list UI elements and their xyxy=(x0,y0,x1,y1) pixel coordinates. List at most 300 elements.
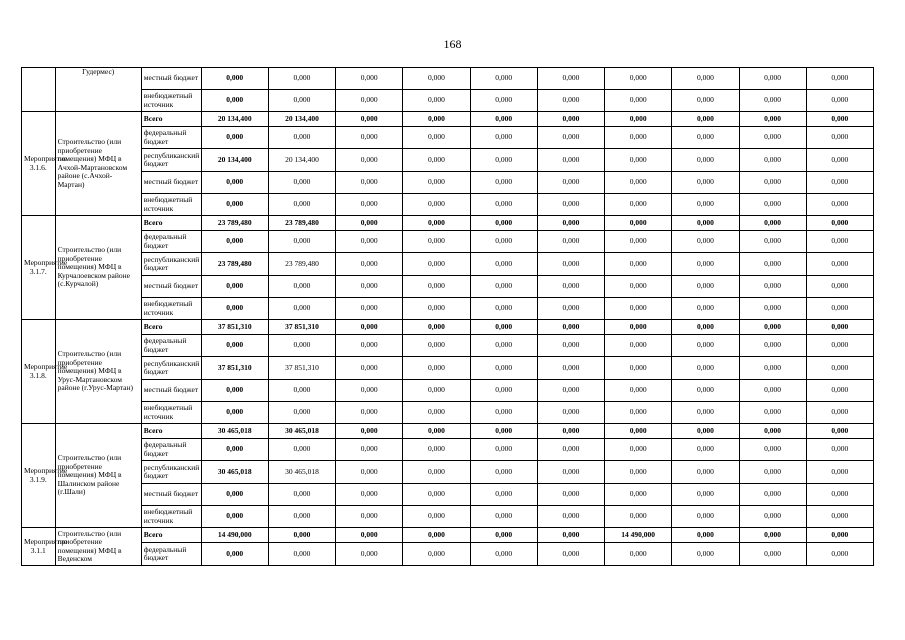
value-cell: 0,000 xyxy=(605,298,672,320)
table-row xyxy=(22,528,874,543)
value-cell: 0,000 xyxy=(403,439,470,461)
value-cell: 0,000 xyxy=(806,149,873,172)
value-cell: 0,000 xyxy=(672,506,739,528)
table-row xyxy=(22,112,874,127)
value-cell: 0,000 xyxy=(336,357,403,380)
value-cell: 0,000 xyxy=(403,320,470,335)
value-cell: 0,000 xyxy=(403,194,470,216)
value-cell: 0,000 xyxy=(268,380,335,402)
value-cell: 23 789,480 xyxy=(268,253,335,276)
value-cell: 0,000 xyxy=(537,231,604,253)
table-row xyxy=(22,335,874,357)
value-cell: 0,000 xyxy=(739,276,806,298)
source-cell: внебюджетный источник xyxy=(141,402,201,424)
value-cell: 0,000 xyxy=(201,506,268,528)
value-cell: 0,000 xyxy=(672,461,739,484)
value-cell: 0,000 xyxy=(470,90,537,112)
value-cell: 0,000 xyxy=(672,543,739,566)
value-cell: 0,000 xyxy=(336,276,403,298)
value-cell: 0,000 xyxy=(470,357,537,380)
table-row xyxy=(22,276,874,298)
value-cell: 0,000 xyxy=(739,439,806,461)
table-row xyxy=(22,461,874,484)
value-cell: 0,000 xyxy=(201,90,268,112)
value-cell: 0,000 xyxy=(806,253,873,276)
value-cell: 0,000 xyxy=(336,543,403,566)
value-cell: 0,000 xyxy=(336,335,403,357)
value-cell: 0,000 xyxy=(268,335,335,357)
value-cell: 0,000 xyxy=(605,216,672,231)
value-cell: 0,000 xyxy=(672,439,739,461)
value-cell: 0,000 xyxy=(672,253,739,276)
value-cell: 0,000 xyxy=(605,194,672,216)
value-cell: 0,000 xyxy=(739,253,806,276)
value-cell: 0,000 xyxy=(336,528,403,543)
value-cell: 0,000 xyxy=(605,253,672,276)
value-cell: 0,000 xyxy=(268,231,335,253)
value-cell: 0,000 xyxy=(672,402,739,424)
value-cell: 0,000 xyxy=(537,68,604,90)
value-cell: 0,000 xyxy=(201,276,268,298)
value-cell: 0,000 xyxy=(537,528,604,543)
value-cell: 0,000 xyxy=(672,68,739,90)
value-cell: 0,000 xyxy=(739,320,806,335)
value-cell: 0,000 xyxy=(806,439,873,461)
table-row xyxy=(22,543,874,566)
value-cell: 0,000 xyxy=(201,335,268,357)
value-cell: 0,000 xyxy=(336,298,403,320)
value-cell: 0,000 xyxy=(537,253,604,276)
value-cell: 0,000 xyxy=(201,484,268,506)
source-cell: Всего xyxy=(141,216,201,231)
value-cell: 0,000 xyxy=(672,149,739,172)
source-cell: Всего xyxy=(141,320,201,335)
value-cell: 0,000 xyxy=(739,424,806,439)
value-cell: 30 465,018 xyxy=(268,424,335,439)
value-cell: 0,000 xyxy=(268,68,335,90)
value-cell: 0,000 xyxy=(403,402,470,424)
value-cell: 14 490,000 xyxy=(605,528,672,543)
value-cell: 0,000 xyxy=(739,543,806,566)
table-row xyxy=(22,439,874,461)
value-cell: 0,000 xyxy=(336,216,403,231)
value-cell: 0,000 xyxy=(605,127,672,149)
value-cell: 0,000 xyxy=(672,90,739,112)
value-cell: 0,000 xyxy=(537,90,604,112)
source-cell: местный бюджет xyxy=(141,380,201,402)
source-cell: внебюджетный источник xyxy=(141,194,201,216)
value-cell: 0,000 xyxy=(672,112,739,127)
value-cell: 0,000 xyxy=(806,90,873,112)
measure-code-cell xyxy=(22,68,56,112)
table-row xyxy=(22,484,874,506)
source-cell: местный бюджет xyxy=(141,68,201,90)
value-cell: 0,000 xyxy=(605,461,672,484)
value-cell: 0,000 xyxy=(672,320,739,335)
value-cell: 0,000 xyxy=(470,298,537,320)
source-cell: Всего xyxy=(141,112,201,127)
value-cell: 0,000 xyxy=(739,461,806,484)
value-cell: 0,000 xyxy=(470,528,537,543)
value-cell: 0,000 xyxy=(605,112,672,127)
value-cell: 0,000 xyxy=(537,320,604,335)
table-row xyxy=(22,298,874,320)
value-cell: 0,000 xyxy=(806,357,873,380)
value-cell: 0,000 xyxy=(470,506,537,528)
value-cell: 0,000 xyxy=(806,320,873,335)
value-cell: 37 851,310 xyxy=(201,320,268,335)
value-cell: 0,000 xyxy=(806,68,873,90)
value-cell: 0,000 xyxy=(537,506,604,528)
value-cell: 0,000 xyxy=(201,127,268,149)
value-cell: 0,000 xyxy=(403,172,470,194)
value-cell: 0,000 xyxy=(537,439,604,461)
value-cell: 0,000 xyxy=(806,380,873,402)
value-cell: 0,000 xyxy=(739,68,806,90)
value-cell: 0,000 xyxy=(336,320,403,335)
value-cell: 0,000 xyxy=(806,231,873,253)
value-cell: 30 465,018 xyxy=(201,461,268,484)
source-cell: федеральный бюджет xyxy=(141,439,201,461)
value-cell: 0,000 xyxy=(739,90,806,112)
value-cell: 0,000 xyxy=(470,424,537,439)
value-cell: 0,000 xyxy=(268,127,335,149)
source-cell: республиканский бюджет xyxy=(141,253,201,276)
object-cell: Строительство (или приобретение помещения) МФЦ в Шалинском районе (г.Шали) xyxy=(55,424,141,528)
value-cell: 0,000 xyxy=(403,506,470,528)
source-cell: местный бюджет xyxy=(141,484,201,506)
table-row xyxy=(22,172,874,194)
value-cell: 0,000 xyxy=(672,528,739,543)
value-cell: 0,000 xyxy=(470,253,537,276)
value-cell: 0,000 xyxy=(537,127,604,149)
value-cell: 0,000 xyxy=(403,149,470,172)
value-cell: 0,000 xyxy=(537,380,604,402)
value-cell: 0,000 xyxy=(336,484,403,506)
source-cell: внебюджетный источник xyxy=(141,90,201,112)
value-cell: 0,000 xyxy=(403,424,470,439)
budget-table xyxy=(21,67,874,566)
value-cell: 0,000 xyxy=(403,335,470,357)
value-cell: 0,000 xyxy=(268,528,335,543)
source-cell: Всего xyxy=(141,528,201,543)
value-cell: 0,000 xyxy=(201,380,268,402)
value-cell: 0,000 xyxy=(403,112,470,127)
value-cell: 0,000 xyxy=(739,172,806,194)
value-cell: 0,000 xyxy=(605,380,672,402)
value-cell: 0,000 xyxy=(672,335,739,357)
value-cell: 0,000 xyxy=(336,506,403,528)
table-row xyxy=(22,424,874,439)
value-cell: 0,000 xyxy=(806,335,873,357)
value-cell: 0,000 xyxy=(201,231,268,253)
value-cell: 0,000 xyxy=(739,231,806,253)
value-cell: 0,000 xyxy=(537,357,604,380)
value-cell: 0,000 xyxy=(336,194,403,216)
table-row xyxy=(22,380,874,402)
value-cell: 0,000 xyxy=(336,127,403,149)
object-cell: Строительство (или приобретение помещения) МФЦ в Курчалоевском районе (с.Курчалой) xyxy=(55,216,141,320)
value-cell: 0,000 xyxy=(470,402,537,424)
value-cell: 0,000 xyxy=(739,484,806,506)
table-row xyxy=(22,90,874,112)
table-row xyxy=(22,149,874,172)
value-cell: 0,000 xyxy=(605,543,672,566)
value-cell: 0,000 xyxy=(201,68,268,90)
value-cell: 0,000 xyxy=(268,298,335,320)
value-cell: 0,000 xyxy=(470,320,537,335)
value-cell: 0,000 xyxy=(672,357,739,380)
source-cell: республиканский бюджет xyxy=(141,149,201,172)
value-cell: 20 134,400 xyxy=(268,149,335,172)
value-cell: 0,000 xyxy=(672,172,739,194)
value-cell: 0,000 xyxy=(268,90,335,112)
value-cell: 20 134,400 xyxy=(201,149,268,172)
value-cell: 0,000 xyxy=(268,194,335,216)
source-cell: федеральный бюджет xyxy=(141,231,201,253)
value-cell: 0,000 xyxy=(268,506,335,528)
value-cell: 0,000 xyxy=(268,439,335,461)
value-cell: 0,000 xyxy=(739,194,806,216)
table-row xyxy=(22,194,874,216)
value-cell: 0,000 xyxy=(336,112,403,127)
value-cell: 23 789,480 xyxy=(201,253,268,276)
value-cell: 37 851,310 xyxy=(268,357,335,380)
value-cell: 0,000 xyxy=(605,439,672,461)
value-cell: 0,000 xyxy=(470,484,537,506)
value-cell: 0,000 xyxy=(403,298,470,320)
value-cell: 0,000 xyxy=(537,424,604,439)
object-cell: Строительство (или приобретение помещения) МФЦ в Урус-Мартановском районе (г.Урус-Мартан) xyxy=(55,320,141,424)
value-cell: 0,000 xyxy=(403,90,470,112)
value-cell: 0,000 xyxy=(470,380,537,402)
page-number: 168 xyxy=(443,37,462,51)
value-cell: 0,000 xyxy=(806,543,873,566)
value-cell: 0,000 xyxy=(470,194,537,216)
value-cell: 0,000 xyxy=(672,194,739,216)
value-cell: 0,000 xyxy=(201,194,268,216)
value-cell: 30 465,018 xyxy=(201,424,268,439)
value-cell: 0,000 xyxy=(470,172,537,194)
table-row xyxy=(22,231,874,253)
value-cell: 0,000 xyxy=(806,172,873,194)
value-cell: 0,000 xyxy=(739,335,806,357)
value-cell: 0,000 xyxy=(336,380,403,402)
value-cell: 0,000 xyxy=(806,127,873,149)
source-cell: Всего xyxy=(141,424,201,439)
value-cell: 0,000 xyxy=(403,528,470,543)
table-row xyxy=(22,402,874,424)
value-cell: 0,000 xyxy=(403,216,470,231)
value-cell: 20 134,400 xyxy=(201,112,268,127)
value-cell: 0,000 xyxy=(268,484,335,506)
value-cell: 0,000 xyxy=(201,172,268,194)
value-cell: 37 851,310 xyxy=(201,357,268,380)
value-cell: 0,000 xyxy=(336,439,403,461)
value-cell: 0,000 xyxy=(605,90,672,112)
value-cell: 0,000 xyxy=(537,276,604,298)
value-cell: 14 490,000 xyxy=(201,528,268,543)
value-cell: 0,000 xyxy=(537,543,604,566)
value-cell: 0,000 xyxy=(403,253,470,276)
value-cell: 0,000 xyxy=(403,380,470,402)
value-cell: 0,000 xyxy=(806,298,873,320)
value-cell: 23 789,480 xyxy=(201,216,268,231)
value-cell: 0,000 xyxy=(605,276,672,298)
value-cell: 0,000 xyxy=(403,543,470,566)
value-cell: 0,000 xyxy=(537,484,604,506)
source-cell: федеральный бюджет xyxy=(141,543,201,566)
measure-code-cell: Мероприятие 3.1.9. xyxy=(22,424,56,528)
value-cell: 0,000 xyxy=(336,461,403,484)
table-row xyxy=(22,127,874,149)
object-cell: Строительство (или приобретение помещения) МФЦ в Веденском xyxy=(55,528,141,566)
value-cell: 0,000 xyxy=(605,231,672,253)
source-cell: федеральный бюджет xyxy=(141,127,201,149)
value-cell: 0,000 xyxy=(537,149,604,172)
value-cell: 0,000 xyxy=(403,231,470,253)
value-cell: 0,000 xyxy=(470,112,537,127)
value-cell: 0,000 xyxy=(268,402,335,424)
value-cell: 0,000 xyxy=(403,484,470,506)
value-cell: 0,000 xyxy=(470,276,537,298)
value-cell: 0,000 xyxy=(605,149,672,172)
value-cell: 0,000 xyxy=(605,424,672,439)
value-cell: 0,000 xyxy=(336,68,403,90)
value-cell: 0,000 xyxy=(336,424,403,439)
value-cell: 0,000 xyxy=(336,253,403,276)
value-cell: 0,000 xyxy=(739,380,806,402)
table-row xyxy=(22,320,874,335)
value-cell: 0,000 xyxy=(806,461,873,484)
value-cell: 0,000 xyxy=(806,194,873,216)
value-cell: 0,000 xyxy=(605,357,672,380)
object-cell: Гудермес) xyxy=(55,68,141,112)
value-cell: 0,000 xyxy=(739,127,806,149)
value-cell: 0,000 xyxy=(806,276,873,298)
table-row xyxy=(22,506,874,528)
value-cell: 0,000 xyxy=(537,461,604,484)
value-cell: 0,000 xyxy=(470,149,537,172)
value-cell: 0,000 xyxy=(739,216,806,231)
value-cell: 0,000 xyxy=(470,335,537,357)
value-cell: 0,000 xyxy=(470,461,537,484)
value-cell: 0,000 xyxy=(336,231,403,253)
value-cell: 0,000 xyxy=(806,528,873,543)
value-cell: 0,000 xyxy=(672,231,739,253)
value-cell: 0,000 xyxy=(268,276,335,298)
value-cell: 20 134,400 xyxy=(268,112,335,127)
value-cell: 0,000 xyxy=(806,506,873,528)
value-cell: 0,000 xyxy=(739,528,806,543)
value-cell: 0,000 xyxy=(201,543,268,566)
value-cell: 0,000 xyxy=(672,216,739,231)
table-row xyxy=(22,253,874,276)
value-cell: 0,000 xyxy=(739,506,806,528)
measure-code-cell: Мероприятие 3.1.7. xyxy=(22,216,56,320)
value-cell: 0,000 xyxy=(268,543,335,566)
value-cell: 0,000 xyxy=(739,112,806,127)
value-cell: 0,000 xyxy=(806,484,873,506)
value-cell: 0,000 xyxy=(537,112,604,127)
value-cell: 0,000 xyxy=(537,216,604,231)
value-cell: 0,000 xyxy=(672,484,739,506)
value-cell: 0,000 xyxy=(537,298,604,320)
measure-code-cell: Мероприятие 3.1.6. xyxy=(22,112,56,216)
value-cell: 30 465,018 xyxy=(268,461,335,484)
value-cell: 0,000 xyxy=(268,172,335,194)
value-cell: 0,000 xyxy=(537,172,604,194)
value-cell: 0,000 xyxy=(605,402,672,424)
value-cell: 0,000 xyxy=(537,335,604,357)
measure-code-cell: Мероприятие 3.1.1 xyxy=(22,528,56,566)
value-cell: 0,000 xyxy=(336,149,403,172)
value-cell: 0,000 xyxy=(470,68,537,90)
value-cell: 0,000 xyxy=(806,112,873,127)
value-cell: 0,000 xyxy=(336,172,403,194)
value-cell: 0,000 xyxy=(672,424,739,439)
value-cell: 0,000 xyxy=(470,439,537,461)
value-cell: 0,000 xyxy=(672,127,739,149)
value-cell: 0,000 xyxy=(672,276,739,298)
value-cell: 0,000 xyxy=(739,402,806,424)
measure-code-cell: Мероприятие 3.1.8. xyxy=(22,320,56,424)
source-cell: республиканский бюджет xyxy=(141,357,201,380)
source-cell: местный бюджет xyxy=(141,172,201,194)
object-cell: Строительство (или приобретение помещения) МФЦ в Ачхой-Мартановском районе (с.Ачхой-Мартан) xyxy=(55,112,141,216)
source-cell: местный бюджет xyxy=(141,276,201,298)
table-row xyxy=(22,68,874,90)
value-cell: 0,000 xyxy=(470,231,537,253)
value-cell: 0,000 xyxy=(403,461,470,484)
source-cell: внебюджетный источник xyxy=(141,298,201,320)
value-cell: 23 789,480 xyxy=(268,216,335,231)
value-cell: 0,000 xyxy=(537,402,604,424)
value-cell: 0,000 xyxy=(537,194,604,216)
value-cell: 0,000 xyxy=(605,320,672,335)
value-cell: 0,000 xyxy=(605,335,672,357)
table-row xyxy=(22,357,874,380)
source-cell: внебюджетный источник xyxy=(141,506,201,528)
value-cell: 0,000 xyxy=(201,298,268,320)
source-cell: федеральный бюджет xyxy=(141,335,201,357)
value-cell: 0,000 xyxy=(806,402,873,424)
value-cell: 0,000 xyxy=(605,484,672,506)
value-cell: 0,000 xyxy=(605,506,672,528)
table-row xyxy=(22,216,874,231)
value-cell: 0,000 xyxy=(403,357,470,380)
value-cell: 0,000 xyxy=(201,439,268,461)
value-cell: 0,000 xyxy=(470,127,537,149)
value-cell: 0,000 xyxy=(470,543,537,566)
source-cell: республиканский бюджет xyxy=(141,461,201,484)
value-cell: 0,000 xyxy=(739,149,806,172)
value-cell: 0,000 xyxy=(336,90,403,112)
value-cell: 0,000 xyxy=(605,68,672,90)
value-cell: 0,000 xyxy=(201,402,268,424)
value-cell: 0,000 xyxy=(605,172,672,194)
value-cell: 0,000 xyxy=(739,357,806,380)
value-cell: 0,000 xyxy=(806,424,873,439)
value-cell: 0,000 xyxy=(672,298,739,320)
value-cell: 0,000 xyxy=(739,298,806,320)
value-cell: 0,000 xyxy=(403,68,470,90)
value-cell: 0,000 xyxy=(672,380,739,402)
value-cell: 0,000 xyxy=(470,216,537,231)
value-cell: 0,000 xyxy=(336,402,403,424)
value-cell: 0,000 xyxy=(403,127,470,149)
value-cell: 37 851,310 xyxy=(268,320,335,335)
